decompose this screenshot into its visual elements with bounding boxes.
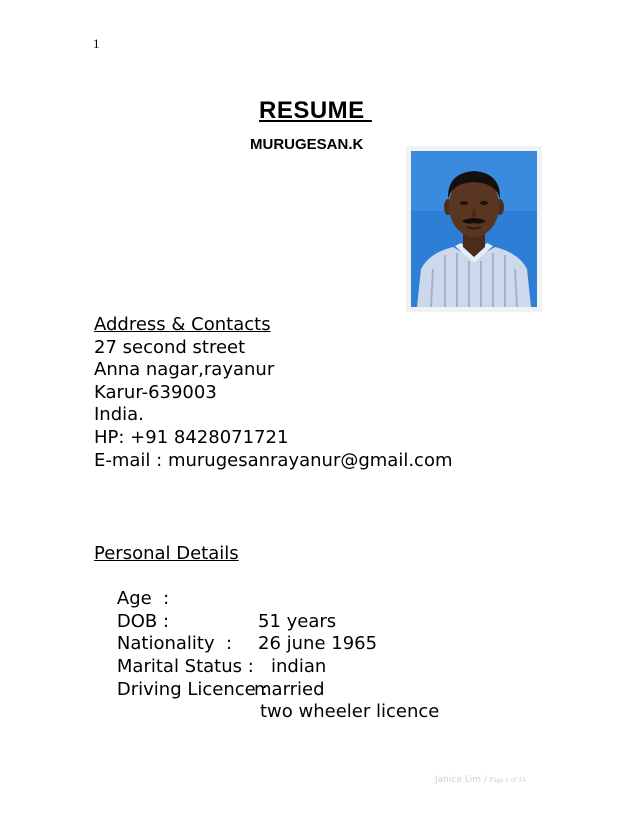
- nationality-value: indian: [271, 655, 327, 677]
- marital-status-label: Marital Status :: [116, 655, 254, 677]
- address-country: India.: [94, 404, 144, 426]
- marital-status-value: married: [254, 678, 325, 700]
- age-value: 51 years: [258, 610, 337, 632]
- resume-title: RESUME: [259, 97, 372, 124]
- address-area: Anna nagar,rayanur: [94, 359, 275, 381]
- candidate-name: MURUGESAN.K: [250, 136, 364, 153]
- driving-licence-value: two wheeler licence: [260, 701, 440, 723]
- address-section: [94, 314, 453, 472]
- personal-details-heading: Personal Details: [94, 543, 239, 564]
- address-heading: Address & Contacts: [94, 314, 271, 335]
- contact-phone: HP: +91 8428071721: [94, 426, 289, 448]
- footer-page-count: Page 1 of 3A: [489, 776, 527, 784]
- contact-email: E-mail : murugesanrayanur@gmail.com: [94, 449, 453, 471]
- dob-value: 26 june 1965: [258, 633, 378, 655]
- dob-label: DOB :: [116, 610, 170, 632]
- profile-photo: [406, 146, 542, 312]
- age-label: Age :: [116, 588, 170, 610]
- page-footer: [435, 775, 527, 785]
- footer-author: Janice Lim /: [435, 775, 490, 785]
- address-city: Karur-639003: [94, 381, 217, 403]
- driving-licence-label: Driving Licence :: [116, 678, 268, 700]
- nationality-label: Nationality :: [116, 633, 233, 655]
- address-street: 27 second street: [94, 336, 246, 358]
- page-number: 1: [93, 36, 100, 51]
- person-portrait-photo-icon: [411, 151, 537, 307]
- personal-details-section: [94, 543, 440, 723]
